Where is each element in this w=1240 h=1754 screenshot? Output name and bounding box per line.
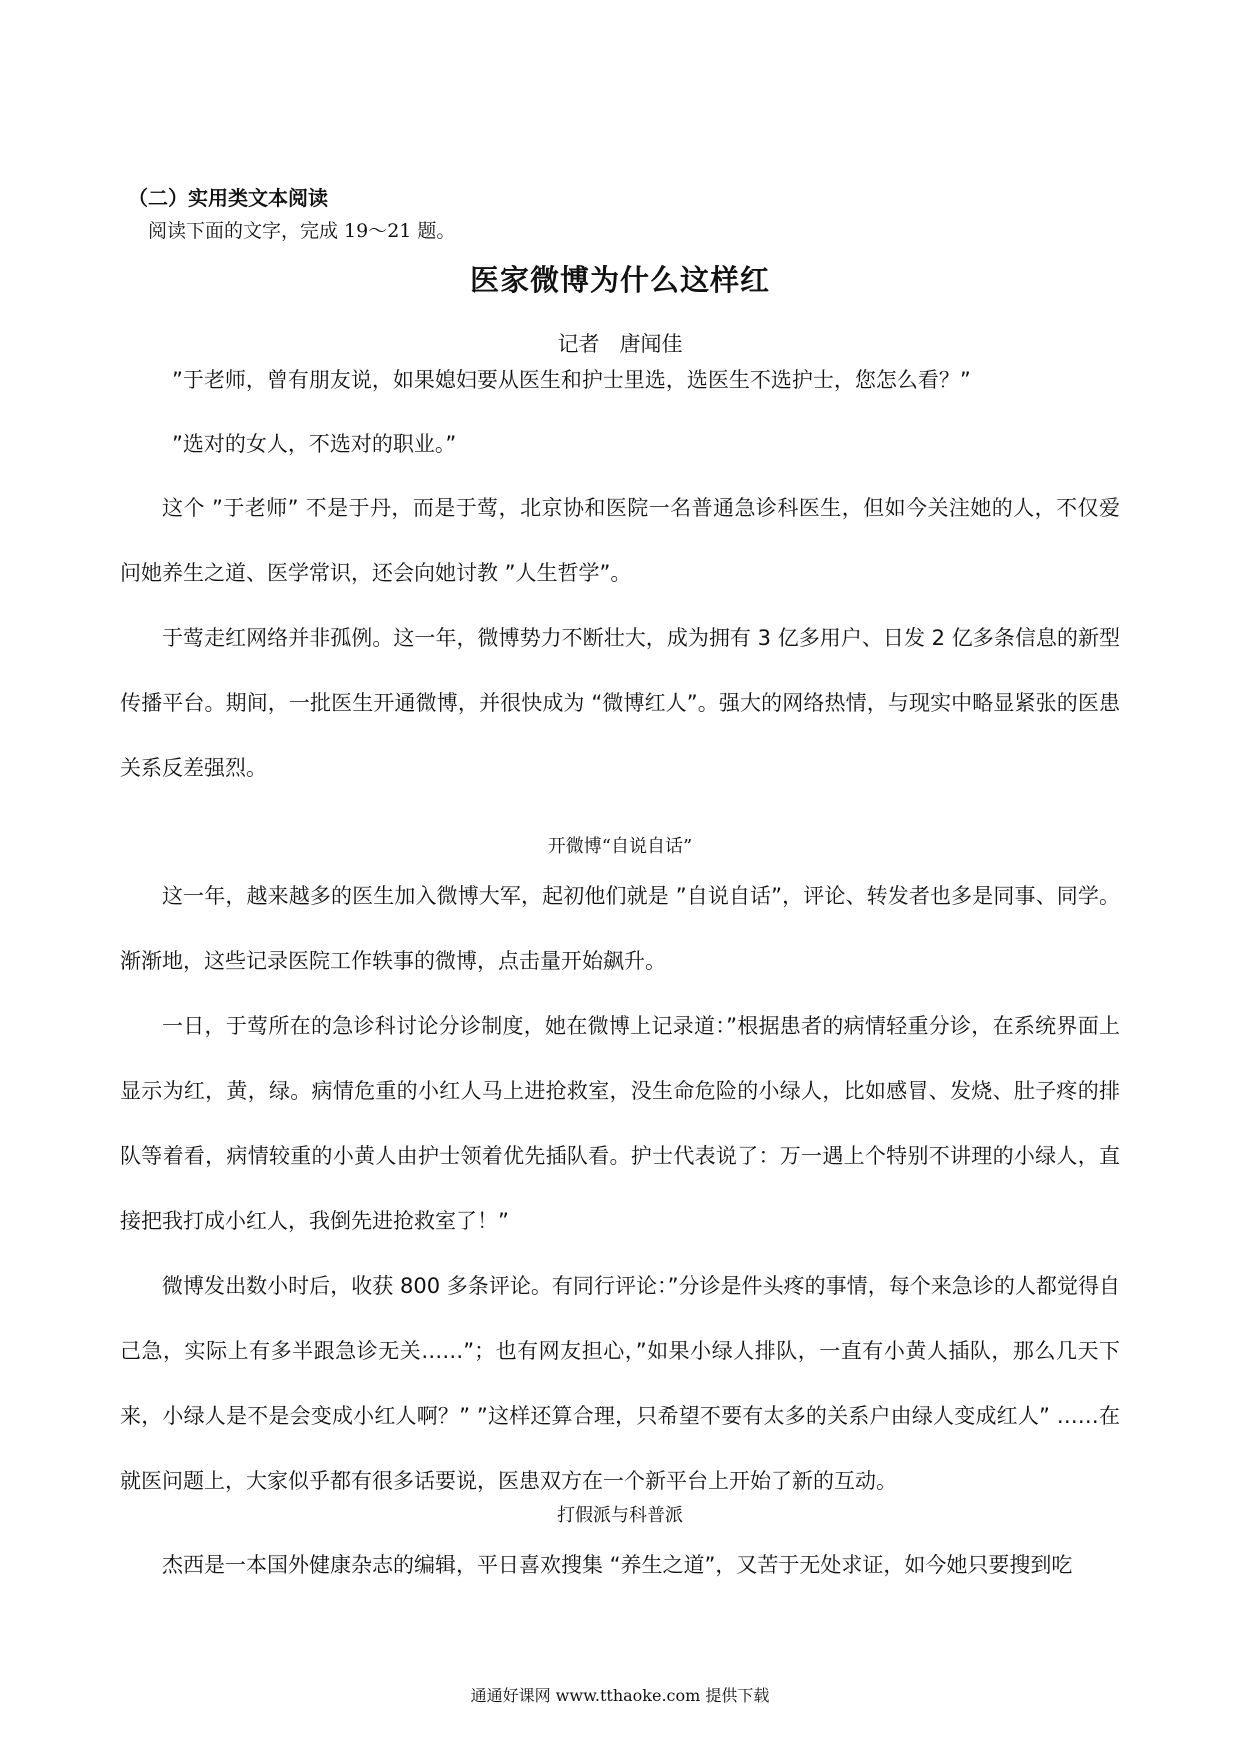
paragraph-quote-answer: ”选对的女人，不选对的职业。”	[172, 432, 457, 456]
article-title: 医家微博为什么这样红	[469, 263, 770, 297]
paragraph-context: 于莺走红网络并非孤例。这一年，微博势力不断壮大，成为拥有 3 亿多用户、日发 2 亿多条信息的新型传播平台。期间，一批医生开通微博，并很快成为 “微博红人”。强大的网络热情，与现实中略显紧张的医患关系反差强烈。	[120, 626, 1120, 780]
subheading-weibo-self-talk: 开微博“自说自话”	[547, 836, 693, 857]
section-heading: （二）实用类文本阅读	[128, 186, 328, 210]
paragraph-intro: 这个 ”于老师” 不是于丹，而是于莺，北京协和医院一名普通急诊科医生，但如今关注她的人，不仅爱问她养生之道、医学常识，还会向她讨教 ”人生哲学”。	[120, 496, 1120, 585]
article-byline: 记者 唐闻佳	[557, 332, 683, 356]
paragraph-comments: 微博发出数小时后，收获 800 多条评论。有同行评论：”分诊是件头疼的事情，每个来急诊的人都觉得自己急，实际上有多半跟急诊无关……”；也有网友担心，”如果小绿人排队，一直有小黄人插队，那么几天下来，小绿人是不是会变成小红人啊？” ”这样还算合理，只希望不要有太多的关系户由绿人变成红人” ……在就医问题上，大家似乎都有很多话要说，医患双方在一个新平台上开始了新的互动。	[120, 1274, 1120, 1493]
instruction-text: 阅读下面的文字，完成 19～21 题。	[148, 220, 456, 242]
paragraph-doctors-join: 这一年，越来越多的医生加入微博大军，起初他们就是 ”自说自话”，评论、转发者也多是同事、同学。渐渐地，这些记录医院工作轶事的微博，点击量开始飙升。	[120, 884, 1120, 973]
page-footer: 通通好课网 www.tthaoke.com 提供下载	[470, 1686, 770, 1705]
paragraph-triage: 一日，于莺所在的急诊科讨论分诊制度，她在微博上记录道：”根据患者的病情轻重分诊，在系统界面上显示为红，黄，绿。病情危重的小红人马上进抢救室，没生命危险的小绿人，比如感冒、发烧、肚子疼的排队等着看，病情较重的小黄人由护士领着优先插队看。护士代表说了：万一遇上个特别不讲理的小绿人，直接把我打成小红人，我倒先进抢救室了！”	[120, 1014, 1120, 1233]
paragraph-quote-question: ”于老师，曾有朋友说，如果媳妇要从医生和护士里选，选医生不选护士，您怎么看？”	[172, 368, 971, 392]
paragraph-jessie: 杰西是一本国外健康杂志的编辑，平日喜欢搜集 “养生之道”，又苦于无处求证，如今她只要搜到吃	[162, 1553, 1073, 1577]
subheading-anti-fake-and-popular-science: 打假派与科普派	[557, 1505, 683, 1526]
